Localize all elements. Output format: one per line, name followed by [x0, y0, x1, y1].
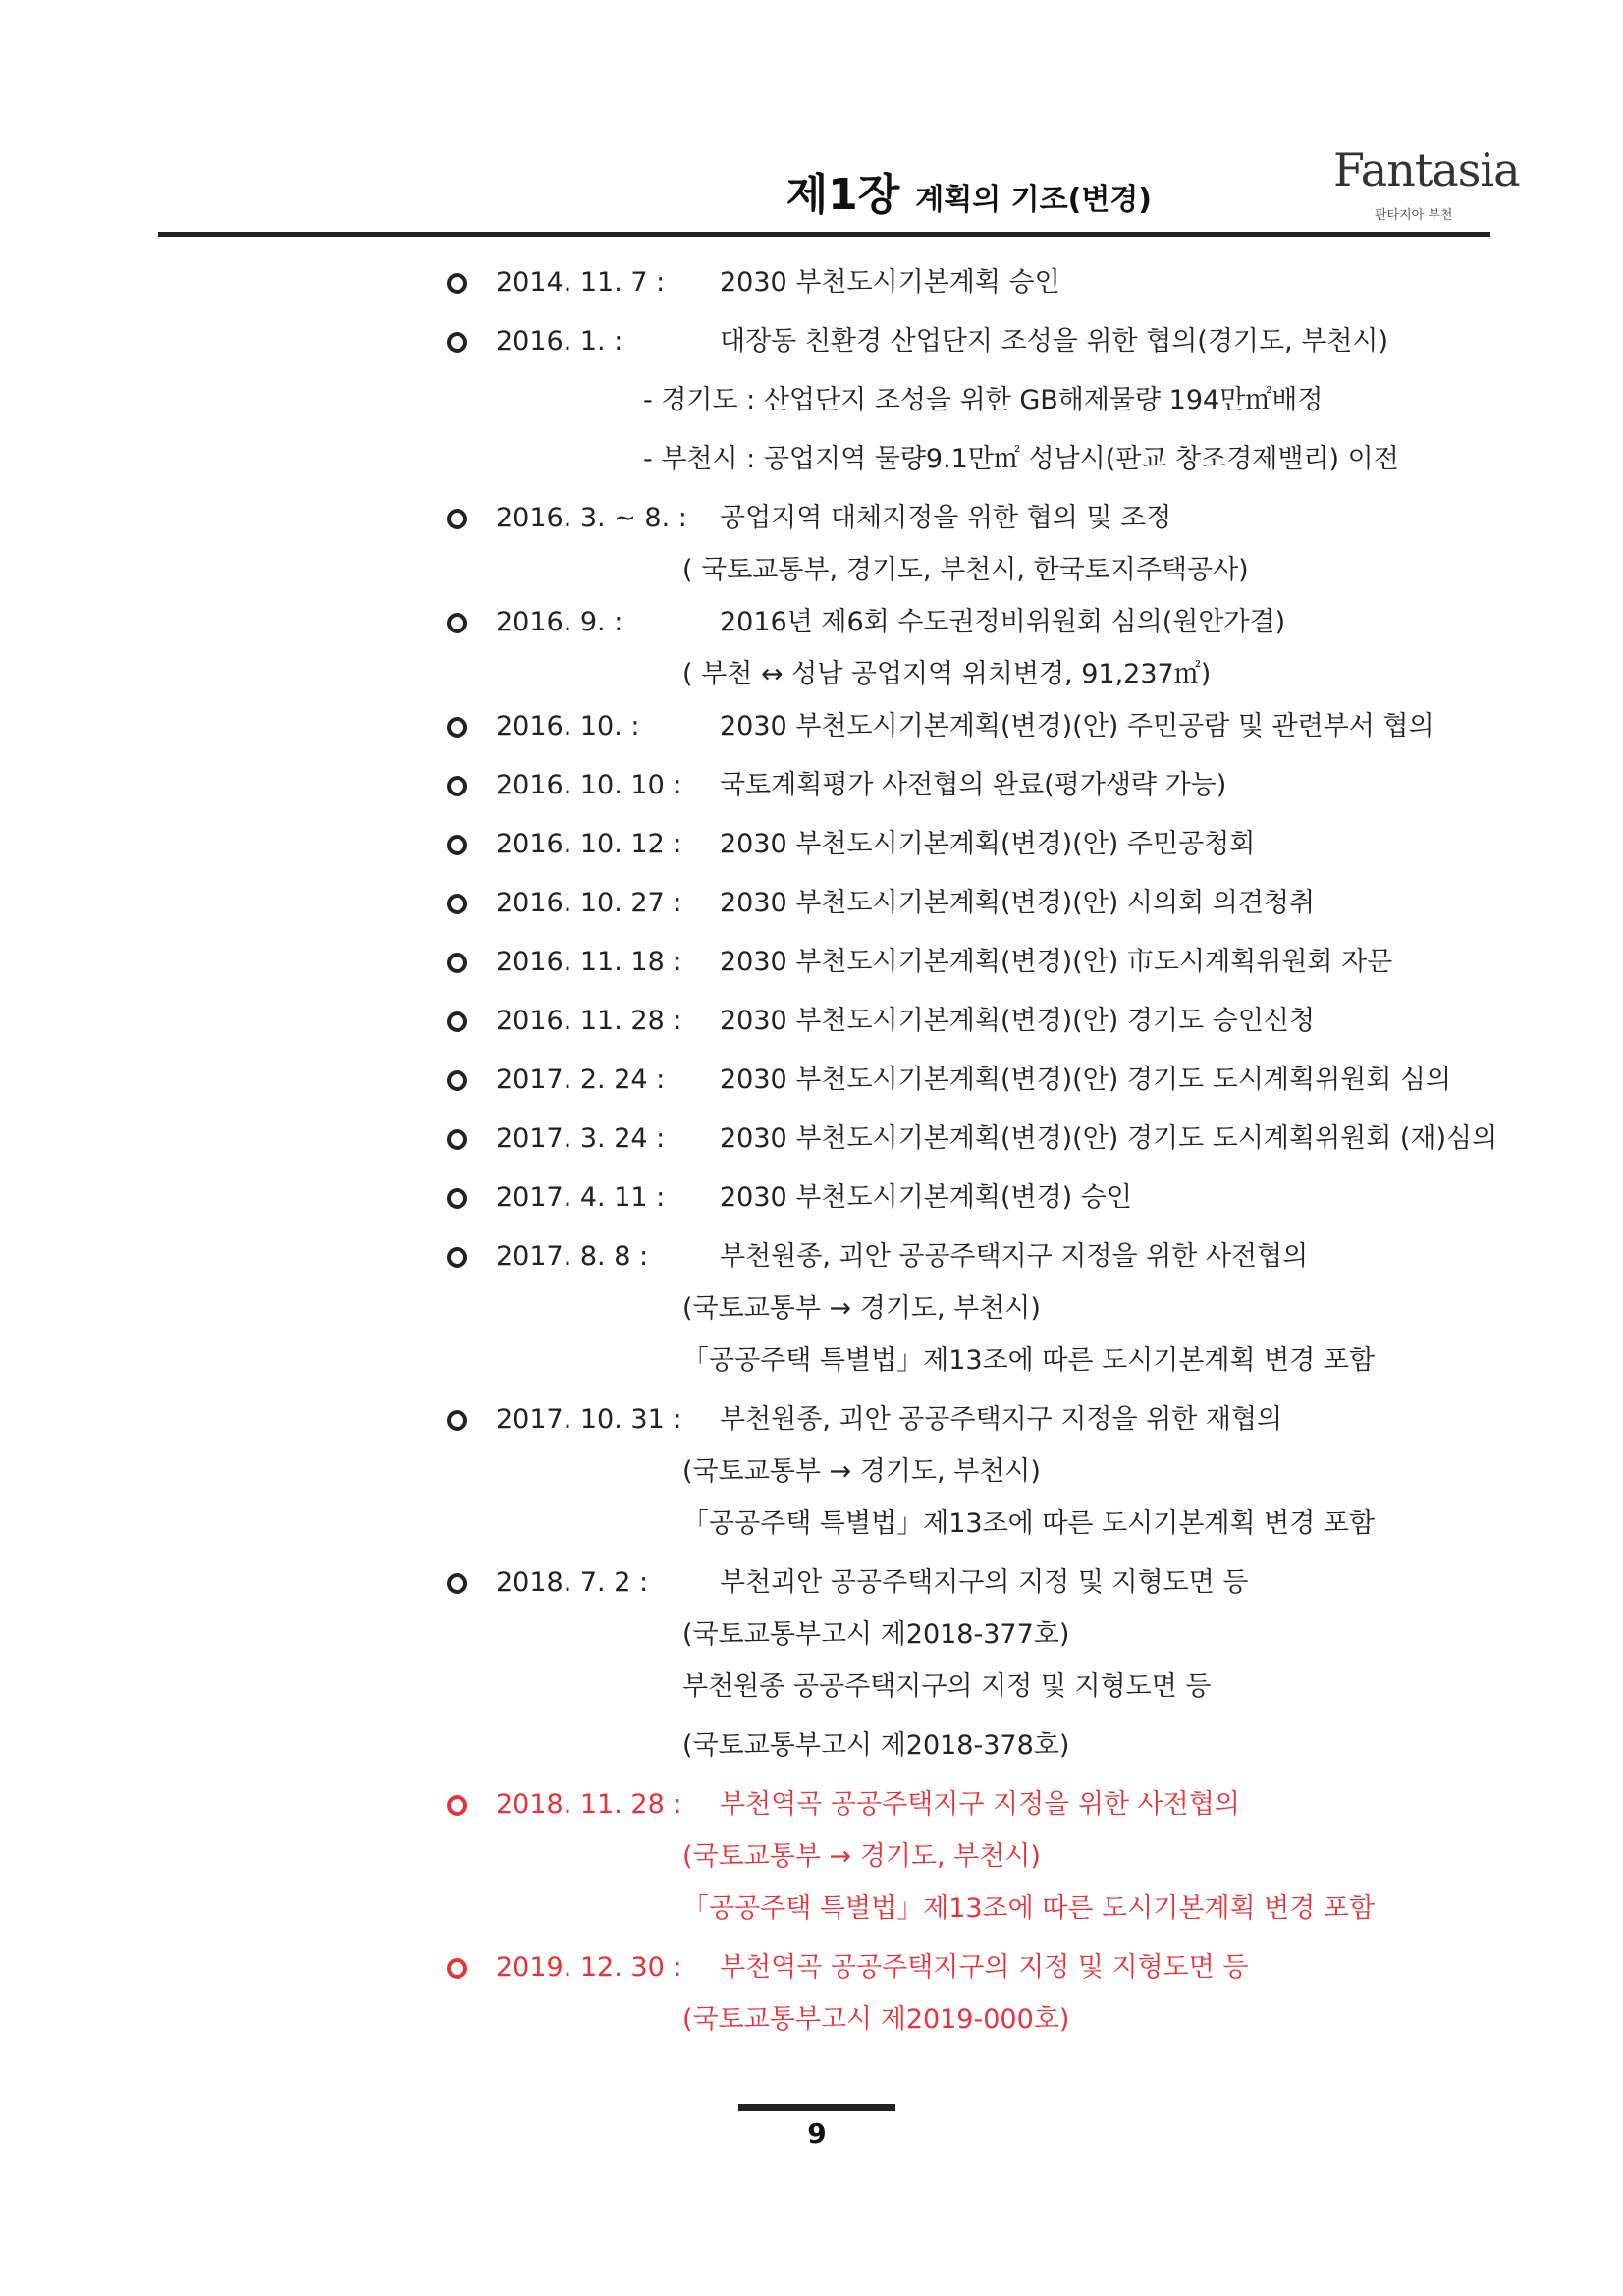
page-header-title	[786, 159, 1152, 228]
timeline-entry-row	[447, 1939, 1478, 1997]
entry-description: 2030 부천도시기본계획(변경)(안) 경기도 도시계획위원회 (재)심의	[720, 1123, 1498, 1154]
timeline-entry	[447, 1391, 1478, 1554]
entry-date: 2016. 3. ~ 8. :	[496, 503, 687, 533]
circle-bullet-icon	[447, 1958, 467, 1979]
timeline-entry	[447, 489, 1478, 593]
timeline-entry-row	[447, 1169, 1478, 1228]
timeline-entry	[447, 1169, 1478, 1228]
logo-subtitle: 판타지아 부천	[1375, 208, 1453, 223]
entry-detail-text: (국토교통부고시 제2018-377호)	[682, 1619, 1070, 1650]
entry-description: 2030 부천도시기본계획(변경)(안) 市도시계획위원회 자문	[720, 947, 1393, 977]
circle-bullet-icon	[447, 613, 467, 633]
timeline-entry-row	[447, 1554, 1478, 1613]
entry-detail-text: - 부천시 : 공업지역 물량9.1만㎡ 성남시(판교 창조경제밸리) 이전	[643, 444, 1399, 474]
section-title: 계획의 기조(변경)	[915, 183, 1152, 217]
entry-detail-text: - 경기도 : 산업단지 조성을 위한 GB해제물량 194만㎡배정	[643, 385, 1324, 415]
entry-detail-line	[447, 1834, 1478, 1880]
timeline-entry	[447, 593, 1478, 697]
entry-description: 2030 부천도시기본계획(변경)(안) 주민공청회	[720, 829, 1256, 859]
timeline-entry	[447, 874, 1478, 933]
entry-detail-text: 부천원종 공공주택지구의 지정 및 지형도면 등	[682, 1671, 1212, 1702]
entry-description: 대장동 친환경 산업단지 조성을 위한 협의(경기도, 부천시)	[720, 326, 1389, 356]
page-number: 9	[807, 2117, 827, 2150]
timeline-entry	[447, 1939, 1478, 2043]
entry-description: 2030 부천도시기본계획(변경)(안) 경기도 승인신청	[720, 1006, 1316, 1036]
timeline-entry-row	[447, 756, 1478, 815]
circle-bullet-icon	[447, 273, 467, 294]
timeline-entry-row	[447, 1051, 1478, 1110]
circle-bullet-icon	[447, 953, 467, 973]
entry-description: 부천역곡 공공주택지구 지정을 위한 사전협의	[720, 1789, 1240, 1820]
timeline-entry	[447, 1051, 1478, 1110]
entry-date: 2016. 1. :	[496, 326, 623, 356]
header-divider	[158, 232, 1490, 237]
timeline-entry-row	[447, 1228, 1478, 1286]
entry-detail-line	[447, 1717, 1478, 1776]
timeline-entry-row	[447, 874, 1478, 933]
timeline-entry-row	[447, 815, 1478, 874]
timeline-entry-row	[447, 933, 1478, 992]
entry-description: 2030 부천도시기본계획(변경)(안) 주민공람 및 관련부서 협의	[720, 711, 1434, 741]
entry-description: 부천원종, 괴안 공공주택지구 지정을 위한 사전협의	[720, 1241, 1309, 1272]
entry-date: 2016. 10. 12 :	[496, 829, 682, 859]
entry-detail-line	[447, 1880, 1478, 1939]
logo-wordmark: Fantasia	[1333, 143, 1520, 196]
entry-detail-text: (국토교통부 → 경기도, 부천시)	[682, 1841, 1041, 1872]
timeline-entry	[447, 253, 1478, 312]
entry-detail-line	[447, 371, 1478, 430]
timeline-entry-row	[447, 1110, 1498, 1169]
entry-detail-line	[447, 1449, 1478, 1495]
footer-divider	[738, 2104, 895, 2111]
entry-date: 2016. 10. 10 :	[496, 770, 682, 800]
timeline-entry-row	[447, 489, 1478, 548]
entry-detail-line	[447, 1658, 1478, 1717]
circle-bullet-icon	[447, 835, 467, 855]
timeline-entry	[447, 933, 1478, 992]
entry-detail-line	[447, 1997, 1478, 2043]
entry-detail-text: (국토교통부 → 경기도, 부천시)	[682, 1293, 1041, 1324]
entry-date: 2016. 10. :	[496, 711, 640, 741]
circle-bullet-icon	[447, 1410, 467, 1431]
entry-date: 2018. 11. 28 :	[496, 1789, 682, 1820]
entry-description: 2030 부천도시기본계획(변경)(안) 시의회 의견청취	[720, 888, 1316, 918]
circle-bullet-icon	[447, 717, 467, 738]
timeline-entry	[447, 1228, 1478, 1391]
timeline-entry	[447, 312, 1478, 489]
entry-detail-line	[447, 652, 1478, 697]
entry-detail-text: 「공공주택 특별법」제13조에 따른 도시기본계획 변경 포함	[682, 1893, 1376, 1924]
circle-bullet-icon	[447, 1011, 467, 1032]
circle-bullet-icon	[447, 1573, 467, 1594]
entry-date: 2017. 3. 24 :	[496, 1123, 666, 1154]
entry-description: 2016년 제6회 수도권정비위원회 심의(원안가결)	[720, 607, 1286, 637]
entry-detail-line	[447, 1613, 1478, 1658]
entry-detail-line	[447, 1495, 1478, 1554]
circle-bullet-icon	[447, 1070, 467, 1091]
entry-detail-line	[447, 430, 1478, 489]
entry-date: 2017. 8. 8 :	[496, 1241, 649, 1272]
entry-description: 부천괴안 공공주택지구의 지정 및 지형도면 등	[720, 1567, 1249, 1598]
entry-description: 부천원종, 괴안 공공주택지구 지정을 위한 재협의	[720, 1404, 1283, 1435]
entry-detail-text: ( 국토교통부, 경기도, 부천시, 한국토지주택공사)	[682, 555, 1249, 585]
circle-bullet-icon	[447, 1247, 467, 1268]
timeline-entry-row	[447, 593, 1478, 652]
fantasia-logo	[1333, 143, 1520, 234]
timeline-entry	[447, 815, 1478, 874]
entry-detail-text: ( 부천 ↔ 성남 공업지역 위치변경, 91,237㎡)	[682, 659, 1212, 689]
timeline-list	[447, 253, 1498, 2043]
timeline-entry-row	[447, 253, 1478, 312]
entry-description: 국토계획평가 사전협의 완료(평가생략 가능)	[720, 770, 1227, 800]
entry-detail-line	[447, 1286, 1478, 1332]
entry-detail-line	[447, 1332, 1478, 1391]
timeline-entry-row	[447, 1391, 1478, 1449]
circle-bullet-icon	[447, 1795, 467, 1816]
circle-bullet-icon	[447, 776, 467, 796]
entry-detail-text: 「공공주택 특별법」제13조에 따른 도시기본계획 변경 포함	[682, 1345, 1376, 1376]
timeline-entry	[447, 697, 1478, 756]
circle-bullet-icon	[447, 894, 467, 914]
entry-detail-text: (국토교통부고시 제2018-378호)	[682, 1730, 1070, 1761]
entry-description: 2030 부천도시기본계획(변경)(안) 경기도 도시계획위원회 심의	[720, 1065, 1452, 1095]
entry-description: 2030 부천도시기본계획 승인	[720, 267, 1060, 298]
entry-description: 부천역곡 공공주택지구의 지정 및 지형도면 등	[720, 1952, 1249, 1983]
entry-date: 2019. 12. 30 :	[496, 1952, 682, 1983]
timeline-entry	[447, 992, 1478, 1051]
entry-description: 2030 부천도시기본계획(변경) 승인	[720, 1182, 1132, 1213]
entry-date: 2017. 2. 24 :	[496, 1065, 666, 1095]
timeline-entry-row	[447, 312, 1478, 371]
timeline-entry	[447, 1776, 1478, 1939]
entry-detail-text: (국토교통부고시 제2019-000호)	[682, 2004, 1070, 2035]
entry-date: 2014. 11. 7 :	[496, 267, 666, 298]
entry-date: 2018. 7. 2 :	[496, 1567, 649, 1598]
entry-date: 2017. 10. 31 :	[496, 1404, 682, 1435]
circle-bullet-icon	[447, 332, 467, 353]
entry-date: 2016. 9. :	[496, 607, 623, 637]
entry-date: 2016. 11. 18 :	[496, 947, 682, 977]
entry-detail-line	[447, 548, 1478, 593]
entry-detail-text: (국토교통부 → 경기도, 부천시)	[682, 1456, 1041, 1487]
entry-date: 2016. 11. 28 :	[496, 1006, 682, 1036]
circle-bullet-icon	[447, 1129, 467, 1150]
timeline-entry-row	[447, 1776, 1478, 1834]
timeline-entry	[447, 1554, 1478, 1776]
timeline-entry-row	[447, 992, 1478, 1051]
timeline-entry-row	[447, 697, 1478, 756]
circle-bullet-icon	[447, 1188, 467, 1209]
entry-description: 공업지역 대체지정을 위한 협의 및 조정	[720, 503, 1172, 533]
entry-date: 2016. 10. 27 :	[496, 888, 682, 918]
circle-bullet-icon	[447, 509, 467, 529]
timeline-entry	[447, 1110, 1498, 1169]
entry-date: 2017. 4. 11 :	[496, 1182, 666, 1213]
chapter-label: 제1장	[785, 170, 900, 220]
timeline-entry	[447, 756, 1478, 815]
entry-detail-text: 「공공주택 특별법」제13조에 따른 도시기본계획 변경 포함	[682, 1508, 1376, 1539]
